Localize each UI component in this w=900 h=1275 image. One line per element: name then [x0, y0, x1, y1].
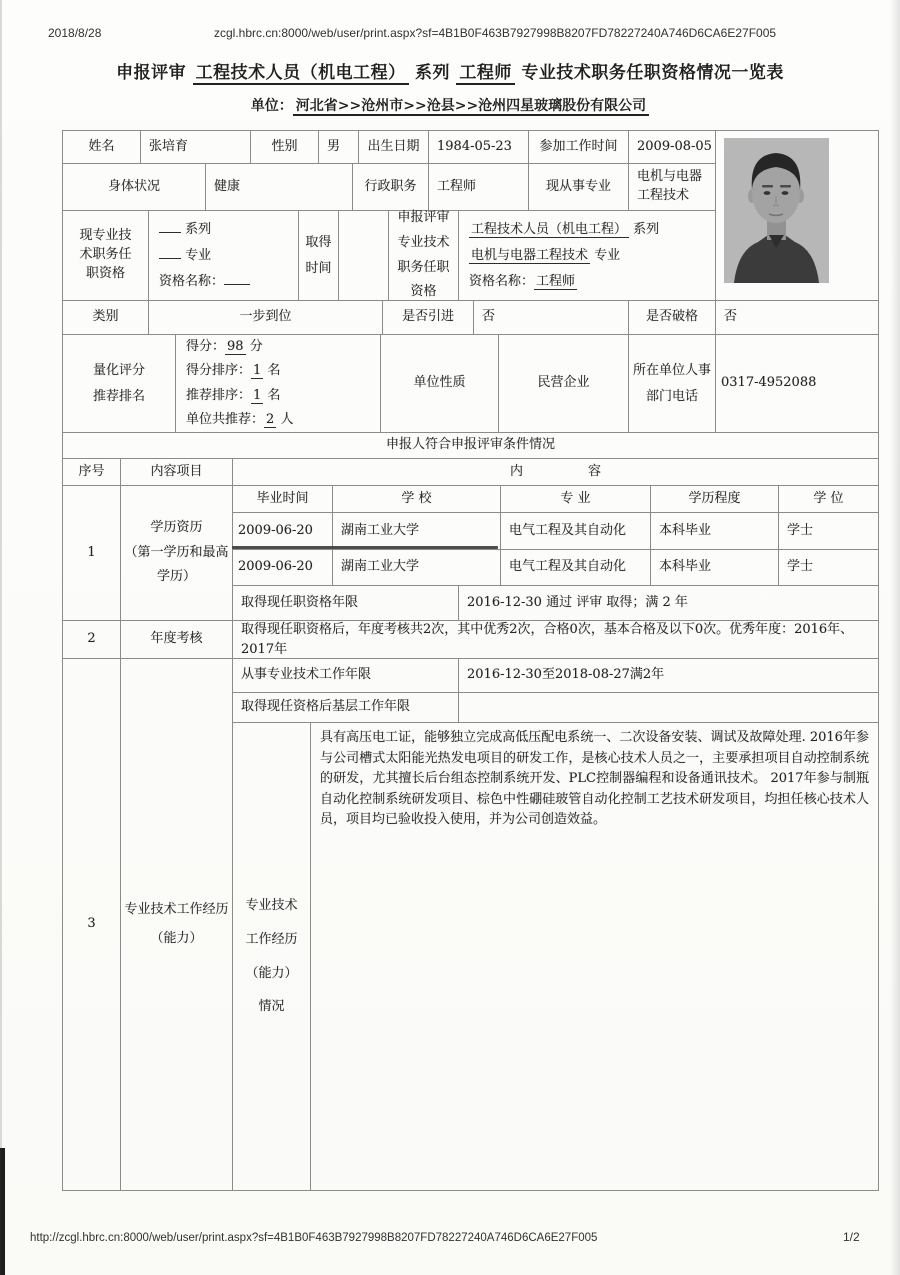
gender-label-cell: 性别 — [251, 131, 319, 164]
edu-item-line1: 学历资历 — [150, 519, 203, 535]
birth-label-cell: 出生日期 — [359, 131, 429, 164]
unit-value: 河北省>>沧州市>>沧县>>沧州四星玻璃股份有限公司 — [293, 98, 649, 116]
edu-item-line3: 学历） — [156, 569, 196, 585]
import-label-cell: 是否引进 — [383, 301, 474, 335]
edu-no-cell: 1 — [63, 486, 121, 621]
profession-value-cell: 电机与电器工程技术 — [629, 164, 716, 211]
edu-row-cell: 湖南工业大学 — [333, 550, 501, 586]
score-label-line1: 量化评分 — [92, 362, 145, 378]
work-base-label-cell: 取得现任资格后基层工作年限 — [233, 693, 459, 723]
photo-cell — [716, 131, 879, 301]
page-title — [0, 58, 900, 83]
unit-type-label-cell: 单位性质 — [381, 335, 499, 433]
scan-artifact-left-edge — [0, 0, 2, 1275]
apply-series-value: 工程技术人员（机电工程） — [471, 221, 628, 237]
print-url: zcgl.hbrc.cn:8000/web/user/print.aspx?sf=4B1B0F463B7927998B8207FD78227240A746D6CA6E27F005 — [214, 26, 777, 40]
blank-line — [224, 271, 250, 285]
edu-years-value-cell: 2016-12-30 通过 评审 取得；满 2 年 — [459, 586, 879, 621]
blank-line — [159, 245, 181, 259]
apply-major-value: 电机与电器工程技术 — [471, 247, 589, 263]
section-header-cell: 申报人符合申报评审条件情况 — [63, 433, 879, 459]
page-number: 1/2 — [843, 1230, 860, 1244]
category-value-cell: 一步到位 — [149, 301, 383, 335]
apply-cert-label: 资格名称： — [469, 273, 535, 289]
score-rank-value: 1 — [253, 363, 262, 379]
rec-rank-value: 1 — [253, 387, 262, 403]
work-sub-label-cell — [233, 723, 311, 1191]
work-sub-label-line2: 工作经历 — [245, 931, 298, 947]
edu-row-cell: 电气工程及其自动化 — [501, 550, 651, 586]
category-label-cell: 类别 — [63, 301, 149, 335]
current-qual-content-cell — [149, 211, 299, 301]
print-date: 2018/8/28 — [48, 26, 102, 40]
unit-label: 单位： — [250, 98, 293, 114]
edu-row-cell: 2009-06-20 — [233, 513, 333, 550]
work-sub-label-line3: （能力） — [245, 965, 298, 981]
health-label-cell: 身体状况 — [63, 164, 206, 211]
scan-artifact-right-shadow — [890, 0, 900, 1275]
title-rank-underlined: 工程师 — [456, 63, 515, 85]
hr-phone-label-line1: 所在单位人事 — [632, 362, 711, 378]
unit-total-unit: 人 — [280, 411, 294, 427]
admin-post-value-cell: 工程师 — [429, 164, 529, 211]
work-item-cell — [121, 659, 233, 1191]
name-label-cell: 姓名 — [63, 131, 141, 164]
score-value-label: 得分： — [186, 339, 226, 355]
score-rank-unit: 名 — [267, 363, 281, 379]
annual-no-cell: 2 — [63, 621, 121, 659]
exception-value-cell: 否 — [716, 301, 879, 335]
current-qual-label-cell: 现专业技术职务任职资格 — [63, 211, 149, 301]
apply-cert-value: 工程师 — [536, 273, 576, 289]
score-value: 98 — [227, 339, 244, 355]
title-prefix: 申报评审 — [116, 63, 187, 83]
acquire-time-label-cell: 取得时间 — [299, 211, 339, 301]
import-value-cell: 否 — [474, 301, 629, 335]
work-no-cell: 3 — [63, 659, 121, 1191]
work-item-line1: 专业技术工作经历 — [124, 901, 229, 917]
edu-row-cell: 学士 — [779, 550, 879, 586]
profession-label-cell: 现从事专业 — [529, 164, 629, 211]
edu-row-cell: 学士 — [779, 513, 879, 550]
edu-col-degree: 学 位 — [779, 486, 879, 513]
apply-major-suffix: 专业 — [594, 247, 621, 263]
work-base-value-cell — [459, 693, 879, 723]
score-rank-label: 得分排序： — [186, 363, 252, 379]
title-series-suffix: 系列 — [415, 63, 450, 83]
score-content-cell — [176, 335, 381, 433]
acquire-time-value-cell — [339, 211, 389, 301]
work-years-label-cell: 从事专业技术工作年限 — [233, 659, 459, 693]
unit-total-value: 2 — [266, 411, 275, 427]
edu-row-cell: 2009-06-20 — [233, 550, 333, 586]
content-header-cell: 内 容 — [233, 459, 879, 486]
work-sub-label-line1: 专业技术 — [245, 897, 298, 913]
edu-item-line2: （第一学历和最高 — [124, 544, 229, 560]
edu-item-cell — [121, 486, 233, 621]
title-suffix: 专业技术职务任职资格情况一览表 — [521, 63, 784, 83]
name-value-cell: 张培育 — [141, 131, 251, 164]
no-header-cell: 序号 — [63, 459, 121, 486]
current-major-suffix: 专业 — [185, 247, 212, 263]
edu-row-cell: 本科毕业 — [651, 513, 779, 550]
hr-phone-value-cell: 0317-4952088 — [716, 335, 879, 433]
annual-item-cell: 年度考核 — [121, 621, 233, 659]
unit-line — [0, 95, 900, 115]
annual-content-cell: 取得现任职资格后，年度考核共2次，其中优秀2次，合格0次，基本合格及以下0次。优秀年度：2016年、2017年 — [233, 621, 879, 659]
edu-col-major: 专 业 — [501, 486, 651, 513]
score-unit: 分 — [249, 339, 263, 355]
admin-post-label-cell: 行政职务 — [353, 164, 429, 211]
apply-qual-content-cell — [459, 211, 716, 301]
edu-row-cell: 电气工程及其自动化 — [501, 513, 651, 550]
item-header-cell: 内容项目 — [121, 459, 233, 486]
unit-type-value-cell: 民营企业 — [499, 335, 629, 433]
edu-row-cell: 本科毕业 — [651, 550, 779, 586]
birth-value-cell: 1984-05-23 — [429, 131, 529, 164]
work-years-value-cell: 2016-12-30至2018-08-27满2年 — [459, 659, 879, 693]
rec-rank-unit: 名 — [267, 387, 281, 403]
blank-line — [159, 219, 181, 233]
work-item-line2: （能力） — [150, 930, 203, 946]
rec-rank-label: 推荐排序： — [186, 387, 252, 403]
score-label-line2: 推荐排名 — [92, 388, 145, 404]
scan-artifact-heavy-underline — [232, 546, 498, 549]
title-series-underlined: 工程技术人员（机电工程） — [193, 63, 409, 85]
form-table — [62, 130, 879, 1191]
exception-label-cell: 是否破格 — [629, 301, 716, 335]
current-cert-label: 资格名称： — [159, 273, 225, 289]
edu-col-grad-date: 毕业时间 — [233, 486, 333, 513]
work-content-cell: 具有高压电工证，能够独立完成高低压配电系统一、二次设备安装、调试及故障处理. 2016年参与公司槽式太阳能光热发电项目的研发工作，是核心技术人员之一，主要承担项目自动控制系统的研发，尤其擅长后台组态控制系统开发、PLC控制器编程和设备通讯技术。 2017年参与制瓶自动化控制系统研发项目、棕色中性硼硅玻管自动化控制工艺技术研发项目，均担任核心技术人员，项目均已验收投入使用，并为公司创造效益。 — [311, 723, 879, 1191]
unit-total-label: 单位共推荐： — [186, 411, 265, 427]
gender-value-cell: 男 — [319, 131, 359, 164]
edu-col-level: 学历程度 — [651, 486, 779, 513]
work-start-value-cell: 2009-08-05 — [629, 131, 716, 164]
current-series-suffix: 系列 — [185, 221, 212, 237]
hr-phone-label-cell — [629, 335, 716, 433]
apply-qual-label-cell: 申报评审专业技术职务任职资格 — [389, 211, 459, 301]
edu-row-cell: 湖南工业大学 — [333, 513, 501, 550]
edu-years-label-cell: 取得现任职资格年限 — [233, 586, 459, 621]
applicant-photo — [724, 138, 829, 283]
health-value-cell: 健康 — [206, 164, 353, 211]
footer-url: http://zcgl.hbrc.cn:8000/web/user/print.aspx?sf=4B1B0F463B7927998B8207FD78227240A746D6CA6E27F005 — [30, 1232, 598, 1244]
hr-phone-label-line2: 部门电话 — [645, 388, 698, 404]
work-start-label-cell: 参加工作时间 — [529, 131, 629, 164]
apply-series-suffix: 系列 — [633, 221, 660, 237]
score-label-cell — [63, 335, 176, 433]
work-sub-label-line4: 情况 — [258, 999, 285, 1015]
edu-col-school: 学 校 — [333, 486, 501, 513]
